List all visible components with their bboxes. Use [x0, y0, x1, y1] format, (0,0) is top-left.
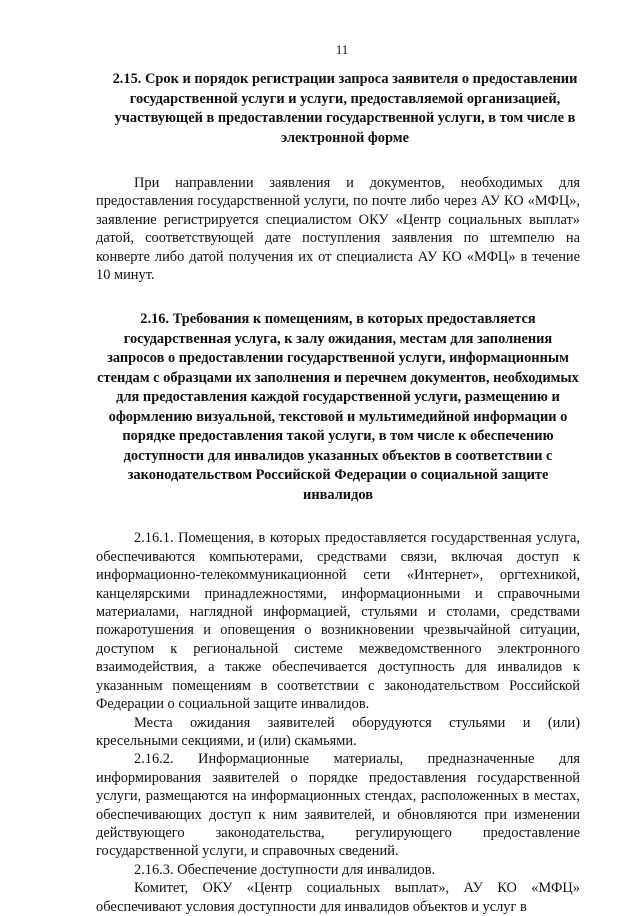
section-2-15-heading: 2.15. Срок и порядок регистрации запроса заявителя о предоставлении государственной услуги и услуги, предоставляемой организацией, участвующей в предоставлении государственной услуги, в том числе в электронной форме: [112, 71, 578, 146]
paragraph-2-16-1: 2.16.1. Помещения, в которых предоставляется государственная услуга, обеспечиваются компьютерами, средствами связи, включая доступ к информационно-телекоммуникационной сети «Интернет», оргтехникой, канцелярскими принадлежностями, информационными и справочными материалами, наглядной информацией, стульями и столами, средствами пожаротушения и оповещения о возникновении чрезвычайной ситуации, доступом к региональной системе межведомственного электронного взаимодействия, а также обеспечивается доступность для инвалидов к указанным помещениям в соответствии с законодательством Российской Федерации о социальной защите инвалидов.: [96, 530, 580, 713]
paragraph-2-16-3: 2.16.3. Обеспечение доступности для инвалидов.: [134, 861, 436, 878]
paragraph-2-16-2: 2.16.2. Информационные материалы, предназначенные для информирования заявителей о порядке предоставления государственной услуги, размещаются на информационных стендах, расположенных в местах, обеспечивающих доступ к ним заявителей, и обновляются при изменении действующего законодательства, регулирующего предоставление государственной услуги, и справочных сведений.: [96, 751, 580, 860]
paragraph-committee: Комитет, ОКУ «Центр социальных выплат», АУ КО «МФЦ» обеспечивают условия доступности для инвалидов объектов и услуг в: [96, 880, 580, 915]
page-number: 11: [335, 42, 349, 57]
paragraph-waiting-places: Места ожидания заявителей оборудуются стульями и (или) кресельными секциями, и (или) скамьями.: [96, 714, 580, 749]
section-2-15-paragraph: При направлении заявления и документов, необходимых для предоставления государственной услуги, по почте либо через АУ КО «МФЦ», заявление регистрируется специалистом ОКУ «Центр социальных выплат» датой, соответствующей дате поступления заявления по штемпелю на конверте либо датой получения их от специалиста АУ КО «МФЦ» в течение 10 минут.: [96, 175, 580, 284]
section-2-16-heading: 2.16. Требования к помещениям, в которых предоставляется государственная услуга, к залу ожидания, местам для заполнения запросов о предоставлении государственной услуги, информационным стендам с образцами их заполнения и перечнем документов, необходимых для предоставления каждой государственной услуги, размещению и оформлению визуальной, текстовой и мультимедийной информации о порядке предоставления такой услуги, в том числе к обеспечению доступности для инвалидов указанных объектов в соответствии с законодательством Российской Федерации о социальной защите инвалидов: [97, 311, 579, 503]
